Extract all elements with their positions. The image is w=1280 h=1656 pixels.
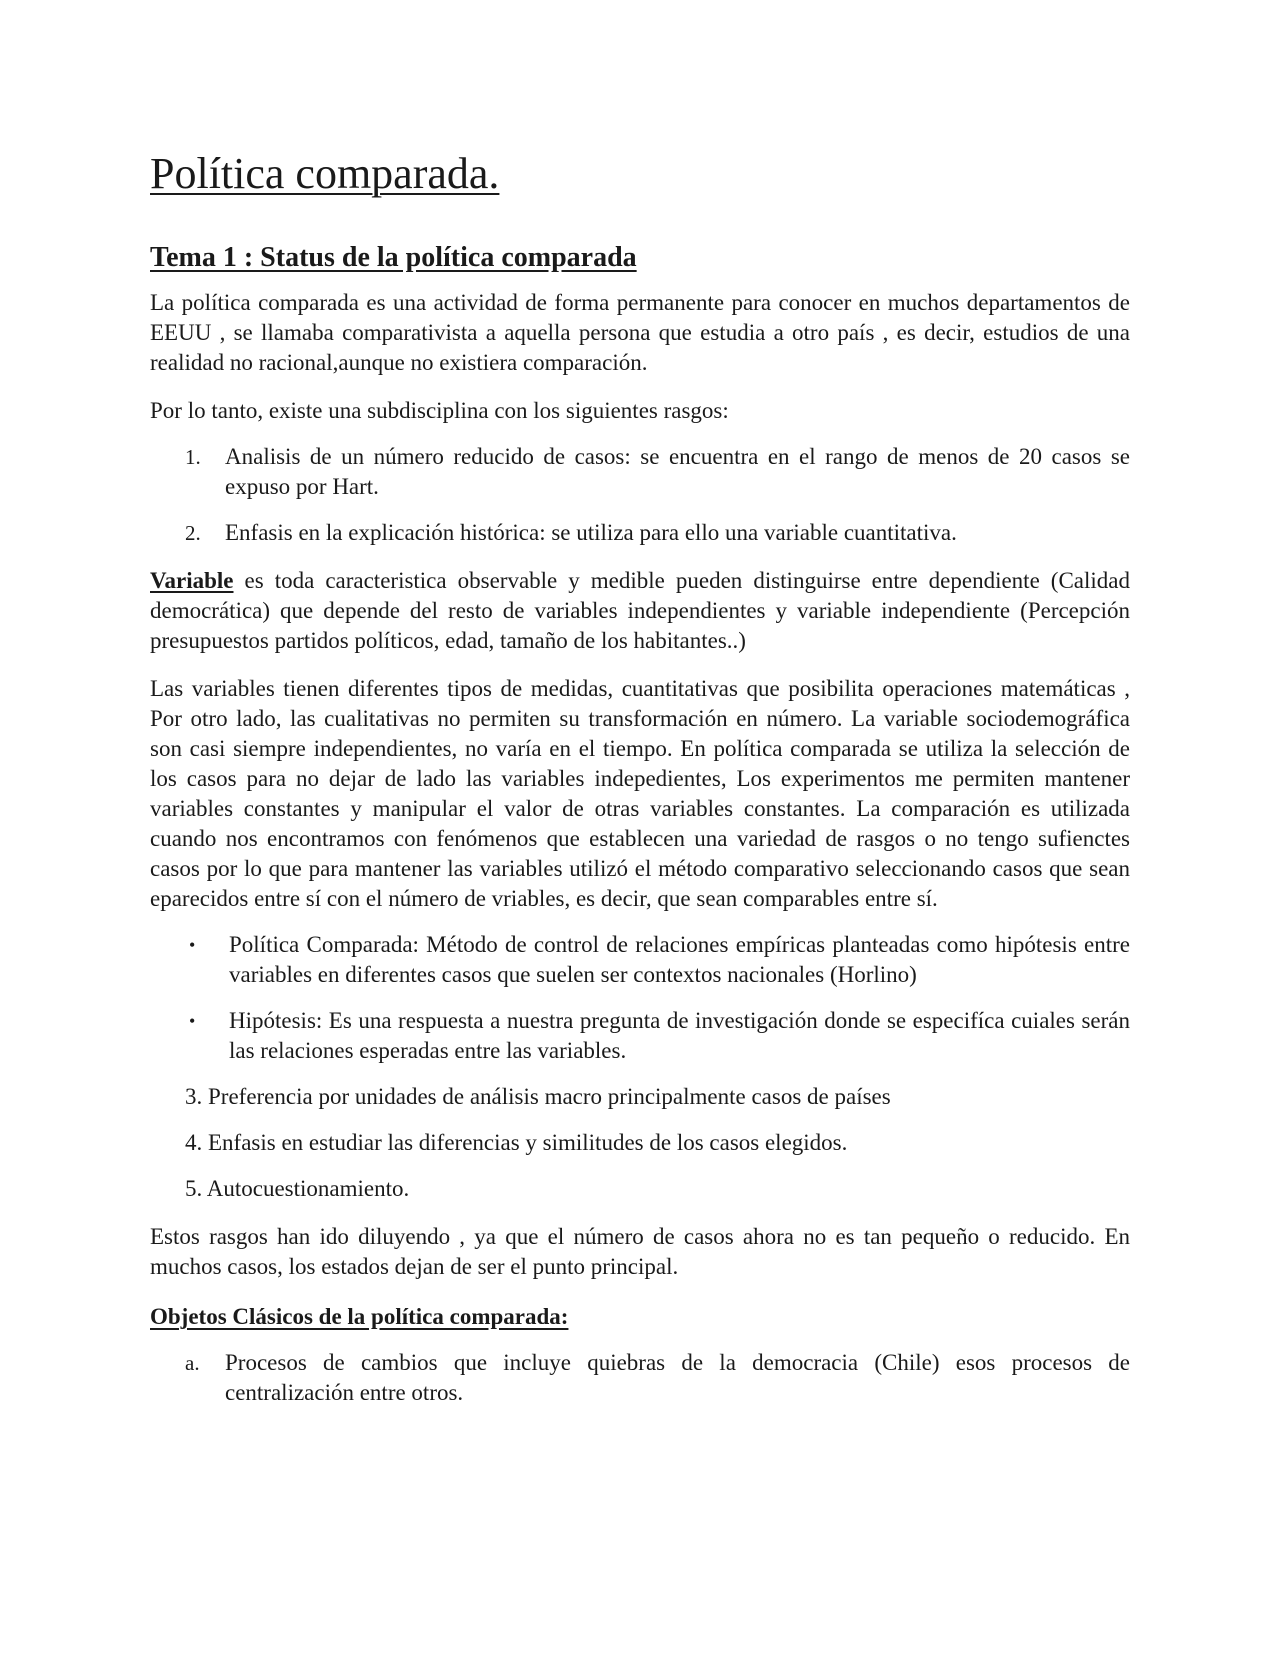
list-item [150, 1348, 1130, 1408]
document-title: Política comparada. [150, 149, 500, 198]
list-item-text: Política Comparada: Método de control de relaciones empíricas planteadas como hipótesis entre variables en diferentes casos que suelen ser contextos nacionales (Horlino) [229, 932, 1130, 988]
list-item [150, 518, 1130, 548]
lettered-list [150, 1348, 1130, 1408]
variable-term: Variable [150, 568, 234, 594]
variable-definition-paragraph [150, 566, 1130, 656]
traits-lead-paragraph: Por lo tanto, existe una subdisciplina con los siguientes rasgos: [150, 398, 729, 424]
list-item [150, 1006, 1130, 1066]
list-item-marker: 1. [185, 445, 201, 470]
list-item: 5. Autocuestionamiento. [185, 1176, 410, 1202]
list-item-text: Hipótesis: Es una respuesta a nuestra pregunta de investigación donde se especifíca cuiales serán las relaciones esperadas entre las variables. [229, 1008, 1130, 1064]
list-item-text: Analisis de un número reducido de casos: se encuentra en el rango de menos de 20 casos se expuso por Hart. [225, 444, 1130, 500]
intro-paragraph: La política comparada es una actividad de forma permanente para conocer en muchos departamentos de EEUU , se llamaba comparativista a aquella persona que estudia a otro país , es decir, estudios de una realidad no racional,aunque no existiera comparación. [150, 290, 1130, 376]
bullet-icon: • [189, 1011, 196, 1032]
dilution-paragraph: Estos rasgos han ido diluyendo , ya que el número de casos ahora no es tan pequeño o reducido. En muchos casos, los estados dejan de ser el punto principal. [150, 1224, 1130, 1280]
variables-paragraph: Las variables tienen diferentes tipos de medidas, cuantitativas que posibilita operaciones matemáticas , Por otro lado, las cualitativas no permiten su transformación en número. La variable sociodemográfica son casi siempre independientes, no varía en el tiempo. En política comparada se utiliza la selección de los casos para no dejar de lado las variables indepedientes, Los experimentos me permiten mantener variables constantes y manipular el valor de otras variables constantes. La comparación es utilizada cuando nos encontramos con fenómenos que establecen una variedad de rasgos o no tengo sufienctes casos por lo que para mantener las variables utilizó el método comparativo seleccionando casos que sean eparecidos entre sí con el número de vriables, es decir, que sean comparables entre sí. [150, 676, 1130, 912]
section-heading: Tema 1 : Status de la política comparada [150, 241, 637, 273]
list-item-marker: 2. [185, 521, 201, 546]
bullet-list [150, 930, 1130, 1066]
subheading-classic-objects: Objetos Clásicos de la política comparada: [150, 1304, 569, 1330]
list-item [150, 930, 1130, 990]
bullet-icon: • [189, 935, 196, 956]
numbered-list [150, 442, 1130, 548]
list-item-marker: a. [185, 1351, 200, 1376]
list-item [150, 442, 1130, 502]
list-item-text: Procesos de cambios que incluye quiebras de la democracia (Chile) esos procesos de centralización entre otros. [225, 1350, 1130, 1406]
list-item: 4. Enfasis en estudiar las diferencias y similitudes de los casos elegidos. [185, 1130, 848, 1156]
list-item-text: Enfasis en la explicación histórica: se utiliza para ello una variable cuantitativa. [225, 520, 957, 546]
variable-definition-text: es toda caracteristica observable y medible pueden distinguirse entre dependiente (Calidad democrática) que depende del resto de variables independientes y variable independiente (Percepción presupuestos partidos políticos, edad, tamaño de los habitantes..) [150, 568, 1130, 654]
list-item: 3. Preferencia por unidades de análisis macro principalmente casos de países [185, 1084, 891, 1110]
